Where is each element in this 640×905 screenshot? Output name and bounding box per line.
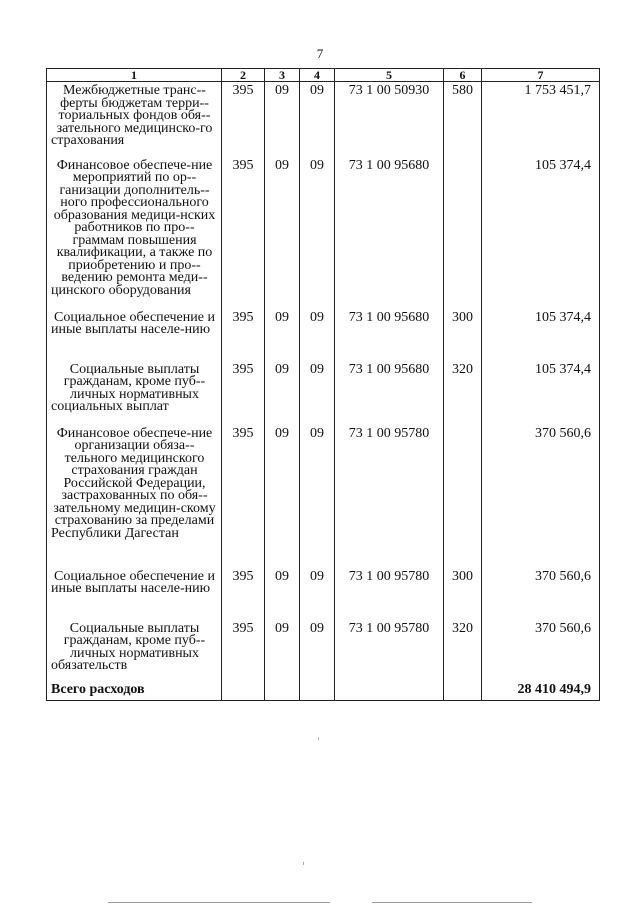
row-target-code: 73 1 00 95680 (335, 361, 444, 425)
scan-edge-line (108, 902, 330, 903)
row-section-code: 09 (265, 157, 300, 309)
table-row (47, 361, 600, 425)
row-expense-type: 320 (444, 361, 482, 425)
row-expense-type (444, 425, 482, 568)
row-section-code: 09 (265, 620, 300, 684)
row-amount: 1 753 451,7 (482, 82, 600, 157)
row-ministry-code: 395 (222, 425, 265, 568)
row-name: Межбюджетные транс-ферты бюджетам терри-ториальных фондов обя-зательного медицинско-го страхования (47, 82, 222, 157)
row-ministry-code: 395 (222, 361, 265, 425)
row-subsection-code: 09 (300, 82, 335, 157)
table-row (47, 425, 600, 568)
table-header-row (47, 69, 600, 82)
table-row (47, 157, 600, 309)
scan-edge-line (372, 902, 532, 903)
row-section-code: 09 (265, 361, 300, 425)
row-expense-type: 320 (444, 620, 482, 684)
row-target-code: 73 1 00 95680 (335, 309, 444, 361)
row-amount: 370 560,6 (482, 425, 600, 568)
row-expense-type (444, 157, 482, 309)
row-name: Социальное обеспечение и иные выплаты населе-нию (47, 568, 222, 620)
header-col-7: 7 (482, 69, 600, 82)
row-ministry-code: 395 (222, 309, 265, 361)
row-subsection-code: 09 (300, 568, 335, 620)
scan-mark (303, 862, 304, 865)
row-section-code: 09 (265, 82, 300, 157)
row-target-code: 73 1 00 95780 (335, 425, 444, 568)
page-number: 7 (316, 46, 324, 61)
row-subsection-code: 09 (300, 157, 335, 309)
row-amount: 105 374,4 (482, 309, 600, 361)
row-name: Финансовое обеспече-ние организации обяза-тельного медицинского страхования граждан Российской Федерации, застрахованных по обя-зательному медицин-скому страхованию за пределами Республики Дагестан (47, 425, 222, 568)
row-expense-type: 300 (444, 309, 482, 361)
row-amount: 105 374,4 (482, 157, 600, 309)
row-name: Социальное обеспечение и иные выплаты населе-нию (47, 309, 222, 361)
row-amount: 105 374,4 (482, 361, 600, 425)
row-subsection-code: 09 (300, 425, 335, 568)
row-ministry-code: 395 (222, 620, 265, 684)
table-row (47, 309, 600, 361)
row-target-code: 73 1 00 95780 (335, 620, 444, 684)
header-col-3: 3 (265, 69, 300, 82)
header-col-5: 5 (335, 69, 444, 82)
row-name: Финансовое обеспече-ние мероприятий по ор-ганизации дополнитель-ного профессионального образования медици-нских работников по про-граммам повышения квалификации, а также по приобретению и про-ведению ремонта меди-цинского оборудования (47, 157, 222, 309)
header-col-6: 6 (444, 69, 482, 82)
table-row (47, 82, 600, 157)
header-col-2: 2 (222, 69, 265, 82)
total-value: 28 410 494,9 (482, 684, 600, 701)
table-row (47, 568, 600, 620)
row-expense-type: 300 (444, 568, 482, 620)
header-col-1: 1 (47, 69, 222, 82)
total-row (47, 684, 600, 701)
row-target-code: 73 1 00 50930 (335, 82, 444, 157)
row-subsection-code: 09 (300, 361, 335, 425)
row-name: Социальные выплаты гражданам, кроме пуб-личных нормативных социальных выплат (47, 361, 222, 425)
row-expense-type: 580 (444, 82, 482, 157)
row-ministry-code: 395 (222, 82, 265, 157)
row-section-code: 09 (265, 309, 300, 361)
table-row (47, 620, 600, 684)
row-subsection-code: 09 (300, 620, 335, 684)
row-amount: 370 560,6 (482, 620, 600, 684)
row-target-code: 73 1 00 95780 (335, 568, 444, 620)
row-ministry-code: 395 (222, 568, 265, 620)
row-amount: 370 560,6 (482, 568, 600, 620)
row-ministry-code: 395 (222, 157, 265, 309)
row-section-code: 09 (265, 568, 300, 620)
row-section-code: 09 (265, 425, 300, 568)
row-target-code: 73 1 00 95680 (335, 157, 444, 309)
header-col-4: 4 (300, 69, 335, 82)
row-subsection-code: 09 (300, 309, 335, 361)
budget-table (46, 68, 600, 701)
total-label: Всего расходов (47, 684, 222, 701)
scan-mark (318, 737, 319, 740)
row-name: Социальные выплаты гражданам, кроме пуб-личных нормативных обязательств (47, 620, 222, 684)
